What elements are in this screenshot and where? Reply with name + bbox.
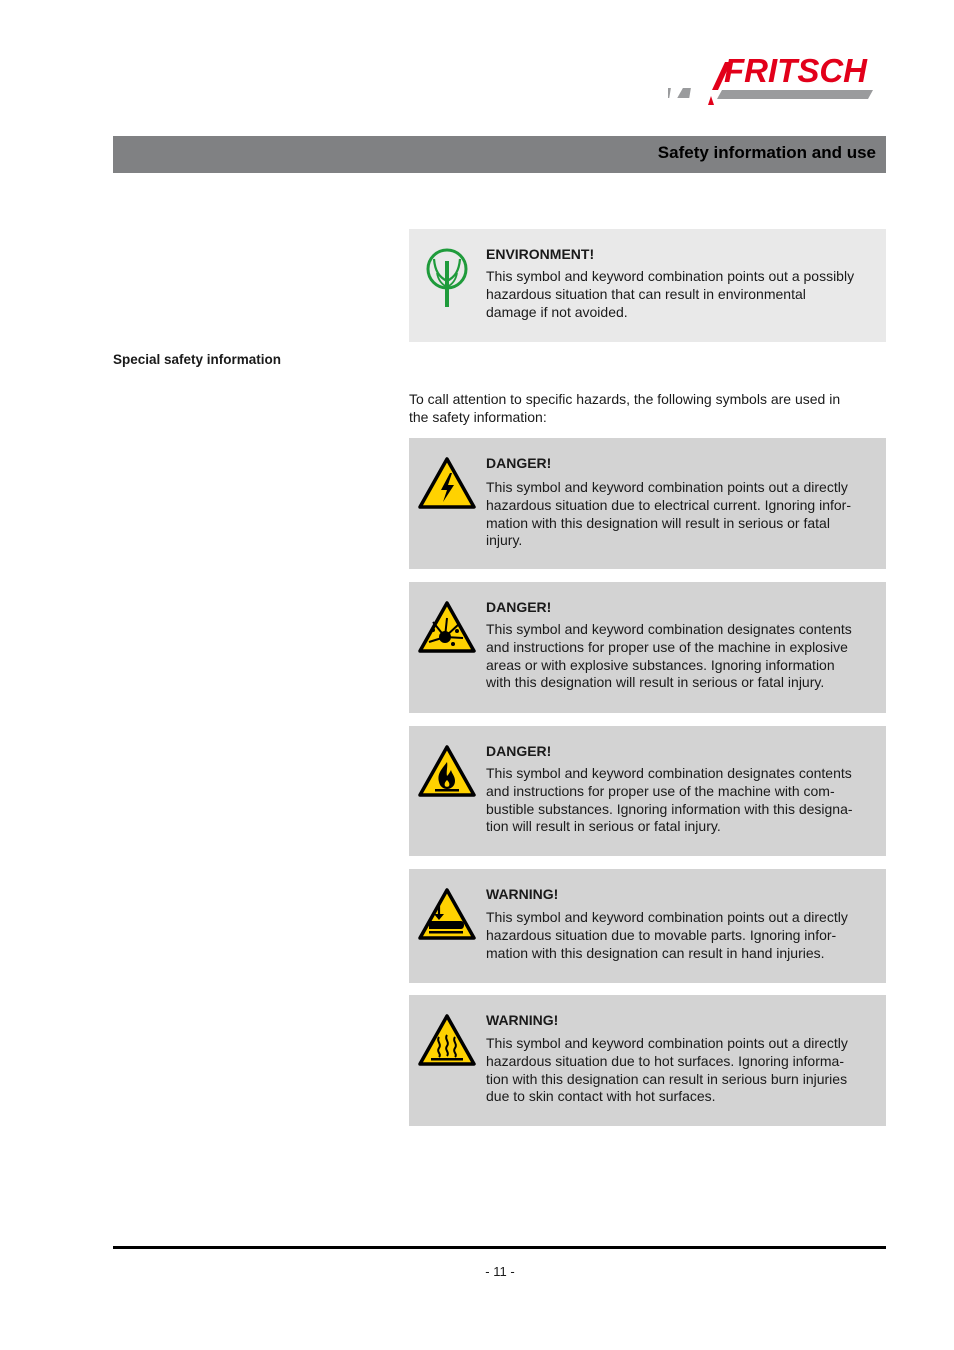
explosive-hazard-icon — [417, 600, 477, 656]
hot-surface-hazard-icon — [417, 1013, 477, 1069]
section-heading: Special safety information — [113, 352, 282, 367]
warning-movable-parts-notice — [409, 869, 886, 983]
notice-text: This symbol and keyword combination designates contents and instructions for proper use of the machine with com- bustible substances. Ignoring information with this designa- tion will result in serious or fatal injury. — [486, 765, 853, 835]
hand-crush-hazard-icon — [417, 887, 477, 943]
danger-flammable-notice — [409, 726, 886, 856]
notice-keyword: WARNING! — [486, 1012, 559, 1028]
notice-keyword: WARNING! — [486, 886, 559, 902]
footer-rule — [113, 1246, 886, 1249]
intro-text: To call attention to specific hazards, the following symbols are used in the safety information: — [409, 391, 841, 425]
danger-explosive-notice — [409, 582, 886, 713]
warning-hot-surface-notice — [409, 995, 886, 1126]
notice-keyword: DANGER! — [486, 455, 552, 471]
header-title: Safety information and use — [657, 143, 876, 162]
notice-keyword: DANGER! — [486, 599, 552, 615]
page-number: - 11 - — [485, 1264, 515, 1279]
flammable-hazard-icon — [417, 744, 477, 800]
notice-text: This symbol and keyword combination points out a possibly hazardous situation that can result in environmental damage if not avoided. — [486, 268, 855, 320]
notice-keyword: DANGER! — [486, 743, 552, 759]
header-bar — [113, 136, 886, 173]
tree-icon — [417, 247, 477, 303]
notice-text: This symbol and keyword combination designates contents and instructions for proper use of the machine in explosive areas or with explosive substances. Ignoring information with this designation will result in serious or fatal injury. — [486, 621, 852, 691]
notice-text: This symbol and keyword combination points out a directly hazardous situation due to electrical current. Ignoring infor- mation with this designation will result in serious or fatal injury. — [486, 479, 851, 549]
electrical-hazard-icon — [417, 456, 477, 512]
danger-electrical-notice — [409, 438, 886, 569]
fritsch-logo — [668, 52, 890, 110]
notice-keyword: ENVIRONMENT! — [486, 246, 595, 262]
notice-text: This symbol and keyword combination points out a directly hazardous situation due to movable parts. Ignoring infor- mation with this designation can result in hand injuries. — [486, 909, 848, 961]
notice-text: This symbol and keyword combination points out a directly hazardous situation due to hot surfaces. Ignoring informa- tion with this designation can result in serious burn injuries due to skin contact with hot surfaces. — [486, 1035, 848, 1105]
environment-notice — [409, 229, 886, 342]
brand-name: FRITSCH — [724, 52, 867, 89]
